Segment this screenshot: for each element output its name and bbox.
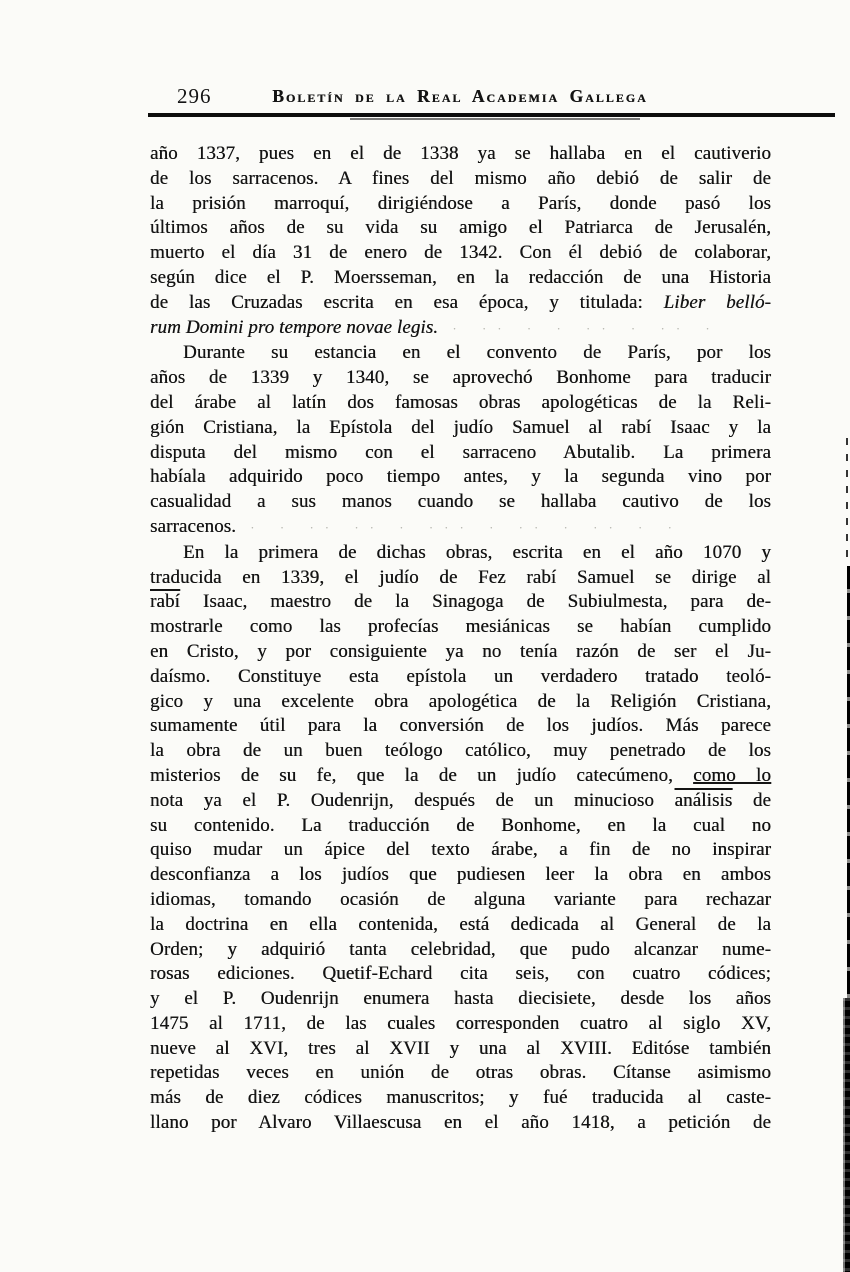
text-segment: la prisión marroquí, dirigiéndose a París, donde pasó los: [150, 192, 771, 214]
text-line: [150, 690, 771, 715]
page-header: [150, 86, 770, 107]
text-line: [150, 1111, 771, 1136]
text-segment: rum Domini pro tempore novae legis.: [150, 316, 439, 338]
text-segment: Orden; y adquirió tanta celebridad, que pudo alcanzar nume-: [150, 938, 771, 960]
text-line: [150, 366, 771, 391]
text-line: [150, 416, 771, 441]
paragraph: [150, 341, 771, 540]
text-line: [150, 291, 771, 316]
text-line: [150, 1037, 771, 1062]
text-segment: llano por Alvaro Villaescusa en el año 1418, a petición de: [150, 1112, 771, 1134]
text-segment: quiso mudar un ápice del texto árabe, a fin de no inspirar: [150, 839, 771, 861]
text-segment: daísmo. Constituye esta epístola un verdadero tratado teoló-: [150, 665, 771, 687]
text-segment: Isaac, maestro de la Sinagoga de Subiulmesta, para de-: [179, 591, 771, 613]
text-segment: la obra de un buen teólogo católico, muy penetrado de los: [150, 740, 771, 762]
text-line: [150, 1061, 771, 1086]
text-segment: y el P. Oudenrijn enumera hasta diecisiete, desde los años: [150, 988, 771, 1010]
text-line: [150, 1086, 771, 1111]
text-line: [150, 714, 771, 739]
text-line: [150, 341, 771, 366]
text-line: [150, 216, 771, 241]
text-segment: de las Cruzadas escrita en esa época, y titulada:: [150, 291, 664, 313]
text-segment: según dice el P. Moersseman, en la redacción de una Historia: [150, 266, 771, 288]
text-segment: la doctrina en ella contenida, está dedicada al General de la: [150, 913, 771, 935]
text-line: [150, 640, 771, 665]
text-line: [150, 566, 771, 591]
text-line: [150, 167, 771, 192]
text-segment: disputa del mismo con el sarraceno Abutalib. La primera: [150, 441, 771, 463]
text-line: [150, 888, 771, 913]
text-segment: rabí: [150, 591, 180, 613]
text-segment: del árabe al latín dos famosas obras apologéticas de la Reli-: [150, 391, 771, 413]
text-line: [150, 789, 771, 814]
scan-edge-artifact-thick: [843, 998, 850, 1272]
scan-noise-dots: · ·· · · ·· · ·· ·: [438, 320, 721, 336]
text-line: [150, 615, 771, 640]
text-segment: años de 1339 y 1340, se aprovechó Bonhome para traducir: [150, 367, 771, 389]
text-segment: últimos años de su vida su amigo el Patriarca de Jerusalén,: [150, 217, 771, 239]
scan-edge-artifact-dashed: [846, 438, 848, 566]
text-segment: traducida en 1339, el judío de Fez rabí Samuel se dirige al: [150, 566, 771, 588]
text-segment: muerto el día 31 de enero de 1342. Con él debió de colaborar,: [150, 242, 771, 264]
text-segment: año 1337, pues en el de 1338 ya se hallaba en el cautiverio: [150, 143, 771, 164]
text-segment: de: [732, 789, 771, 811]
text-segment: sumamente útil para la conversión de los judíos. Más parece: [150, 715, 771, 737]
text-line: [150, 590, 771, 615]
text-segment: casualidad a sus manos cuando se hallaba cautivo de los: [150, 491, 771, 513]
text-line: [150, 391, 771, 416]
text-segment: idiomas, tomando ocasión de alguna variante para rechazar: [150, 888, 771, 910]
text-segment: repetidas veces en unión de otras obras. Cítanse asimismo: [150, 1062, 771, 1084]
header-rule-echo: [350, 118, 640, 120]
text-line: [150, 764, 771, 789]
page-number: 296: [177, 84, 212, 108]
text-segment: habíala adquirido poco tiempo antes, y la segunda vino por: [150, 466, 771, 488]
text-line: [150, 241, 771, 266]
text-line: [150, 814, 771, 839]
text-line: [150, 490, 771, 515]
text-line: [150, 665, 771, 690]
text-line: [150, 441, 771, 466]
text-line: [150, 266, 771, 291]
text-segment: misterios de su fe, que la de un judío catecúmeno,: [150, 764, 694, 786]
text-line: [150, 1012, 771, 1037]
text-segment: nueve al XVI, tres al XVII y una al XVIII. Editóse también: [150, 1037, 771, 1059]
text-segment: mostrarle como las profecías mesiánicas se habían cumplido: [150, 616, 771, 638]
header-title: Boletín de la Real Academia Gallega: [272, 86, 648, 106]
text-line: [150, 515, 771, 541]
text-segment: En la primera de dichas obras, escrita en el año 1070 y: [183, 541, 771, 563]
text-segment: más de diez códices manuscritos; y fué traducida al caste-: [150, 1087, 771, 1109]
text-segment: en Cristo, y por consiguiente ya no tenía razón de ser el Ju-: [150, 640, 771, 662]
text-segment: sarracenos.: [150, 515, 237, 537]
text-segment: análisis: [674, 789, 733, 811]
text-segment: su contenido. La traducción de Bonhome, en la cual no: [150, 814, 771, 836]
text-line: [150, 863, 771, 888]
text-segment: de los sarracenos. A fines del mismo año debió de salir de: [150, 167, 771, 189]
text-line: [150, 913, 771, 938]
text-segment: gión Cristiana, la Epístola del judío Samuel al rabí Isaac y la: [150, 416, 771, 438]
text-segment: rosas ediciones. Quetif-Echard cita seis, con cuatro códices;: [150, 963, 771, 985]
page-body: [150, 142, 771, 1136]
text-segment: Liber belló-: [663, 291, 771, 313]
text-segment: nota ya el P. Oudenrijn, después de un minucioso: [150, 789, 675, 811]
text-line: [150, 962, 771, 987]
text-line: [150, 739, 771, 764]
paragraph: [150, 541, 771, 1136]
text-segment: Durante su estancia en el convento de París, por los: [183, 342, 771, 364]
paragraph: [150, 142, 771, 341]
text-segment: como lo: [693, 764, 771, 786]
text-line: [150, 541, 771, 566]
text-line: [150, 192, 771, 217]
text-line: [150, 938, 771, 963]
text-segment: gico y una excelente obra apologética de la Religión Cristiana,: [150, 690, 771, 712]
text-segment: desconfianza a los judíos que pudiesen leer la obra en ambos: [150, 864, 771, 886]
text-line: [150, 465, 771, 490]
text-segment: 1475 al 1711, de las cuales corresponden cuatro al siglo XV,: [150, 1012, 771, 1034]
text-line: [150, 987, 771, 1012]
text-line: [150, 316, 771, 342]
text-line: [150, 142, 771, 167]
text-line: [150, 838, 771, 863]
header-rule: [148, 113, 835, 117]
scan-noise-dots: · · ·· ·· · ··· · ·· · ·· · ·: [236, 519, 683, 535]
